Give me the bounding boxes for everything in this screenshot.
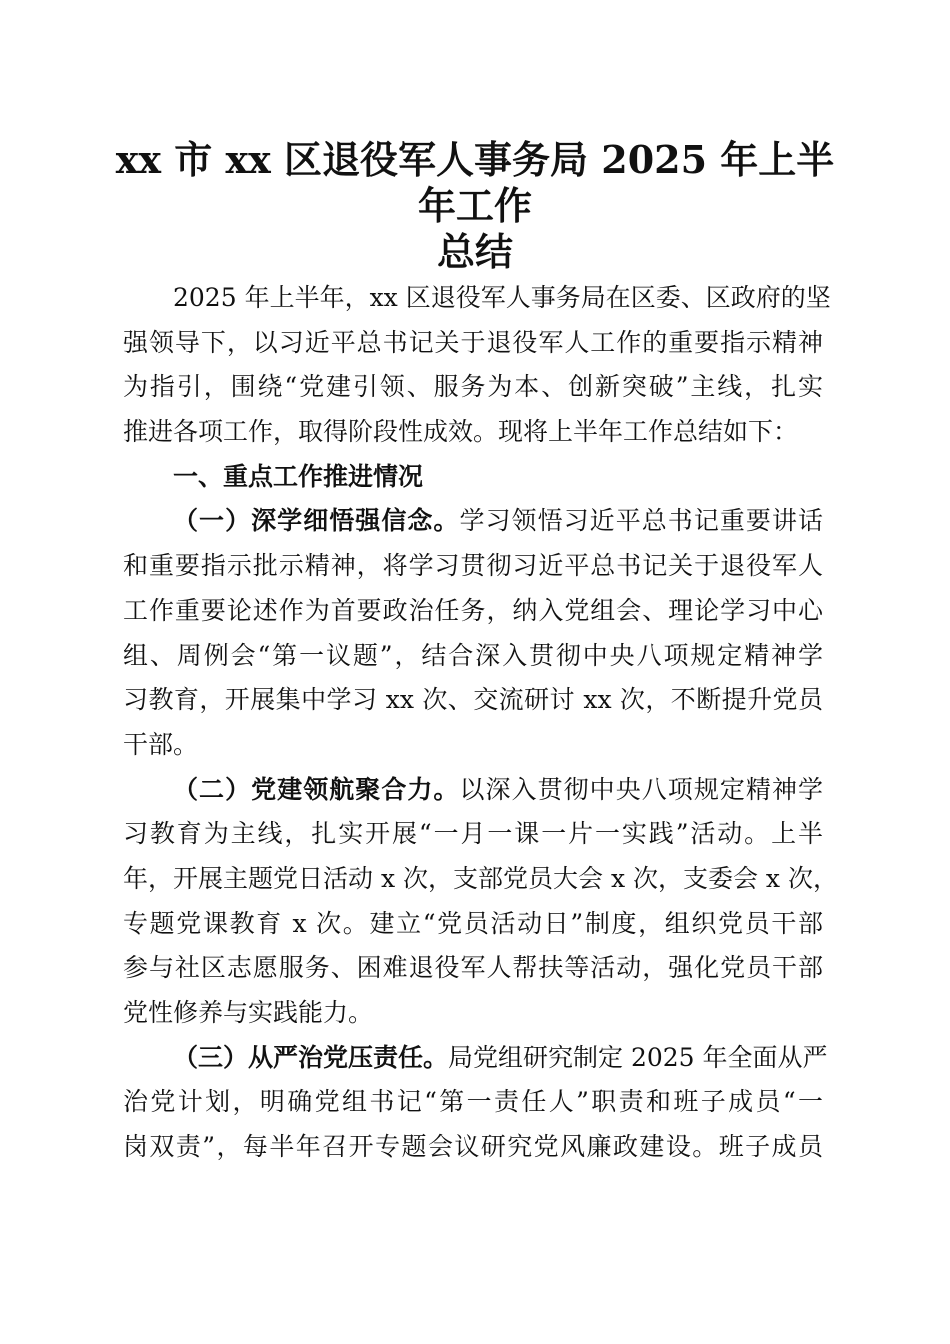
line-text: 习教育为主线，扎实开展“一月一课一片一实践”活动。上半 <box>123 819 823 849</box>
line-text: 以深入贯彻中央八项规定精神学 <box>459 774 823 804</box>
text-line <box>123 902 823 947</box>
text-line <box>123 365 823 410</box>
text-line <box>123 678 823 723</box>
line-text: 习教育，开展集中学习 xx 次、交流研讨 xx 次，不断提升党员 <box>123 685 823 715</box>
subsection-lead: （一）深学细悟强信念。 <box>173 506 460 536</box>
line-text: 组、周例会“第一议题”，结合深入贯彻中央八项规定精神学 <box>123 640 823 670</box>
line-text: 学习领悟习近平总书记重要讲话 <box>459 506 823 536</box>
line-text: 强领导下，以习近平总书记关于退役军人工作的重要指示精神 <box>123 327 823 357</box>
line-text: 2025 年上半年，xx 区退役军人事务局在区委、区政府的坚 <box>173 283 831 312</box>
text-line <box>123 634 823 679</box>
paragraph <box>123 499 823 767</box>
text-line <box>123 946 823 991</box>
line-text: 参与社区志愿服务、困难退役军人帮扶等活动，强化党员干部 <box>123 953 823 983</box>
line-text: 局党组研究制定 2025 年全面从严 <box>448 1042 828 1072</box>
document-title <box>100 137 850 275</box>
text-line <box>123 723 823 768</box>
paragraph <box>123 768 838 1036</box>
line-text: 工作重要论述作为首要政治任务，纳入党组会、理论学习中心 <box>123 595 823 625</box>
line-text: 专题党课教育 x 次。建立“党员活动日”制度，组织党员干部 <box>123 908 823 938</box>
line-text: 和重要指示批示精神，将学习贯彻习近平总书记关于退役军人 <box>123 551 823 581</box>
line-text: 为指引，围绕“党建引领、服务为本、创新突破”主线，扎实 <box>123 372 823 402</box>
text-line <box>123 499 823 544</box>
text-line <box>123 455 823 500</box>
document-body <box>123 276 838 1170</box>
text-line <box>123 1036 828 1081</box>
text-line <box>123 410 823 455</box>
line-text: 年，开展主题党日活动 x 次，支部党员大会 x 次，支委会 x 次， <box>123 863 838 893</box>
text-line <box>123 768 823 813</box>
text-line <box>123 544 823 589</box>
text-line <box>123 276 831 321</box>
line-text: 干部。 <box>123 729 199 759</box>
subsection-lead: （三）从严治党压责任。 <box>173 1042 449 1072</box>
text-line <box>123 589 823 634</box>
title-line: 总结 <box>436 229 513 274</box>
paragraph <box>123 1036 828 1170</box>
text-line <box>123 991 823 1036</box>
line-text: 党性修养与实践能力。 <box>123 998 374 1027</box>
text-line <box>123 1080 823 1125</box>
text-line <box>123 812 823 857</box>
line-text: 推进各项工作，取得阶段性成效。现将上半年工作总结如下： <box>123 417 799 447</box>
line-text: 治党计划，明确党组书记“第一责任人”职责和班子成员“一 <box>123 1087 823 1117</box>
line-text: 一、重点工作推进情况 <box>173 461 424 491</box>
section-heading <box>123 455 823 500</box>
title-line: xx 市 xx 区退役军人事务局 2025 年上半年工作 <box>115 137 835 228</box>
subsection-lead: （二）党建领航聚合力。 <box>173 774 460 804</box>
text-line <box>123 321 823 366</box>
paragraph <box>123 276 831 455</box>
line-text: 岗双责”，每半年召开专题会议研究党风廉政建设。班子成员 <box>123 1132 823 1162</box>
text-line <box>123 1125 823 1170</box>
text-line <box>123 857 838 902</box>
